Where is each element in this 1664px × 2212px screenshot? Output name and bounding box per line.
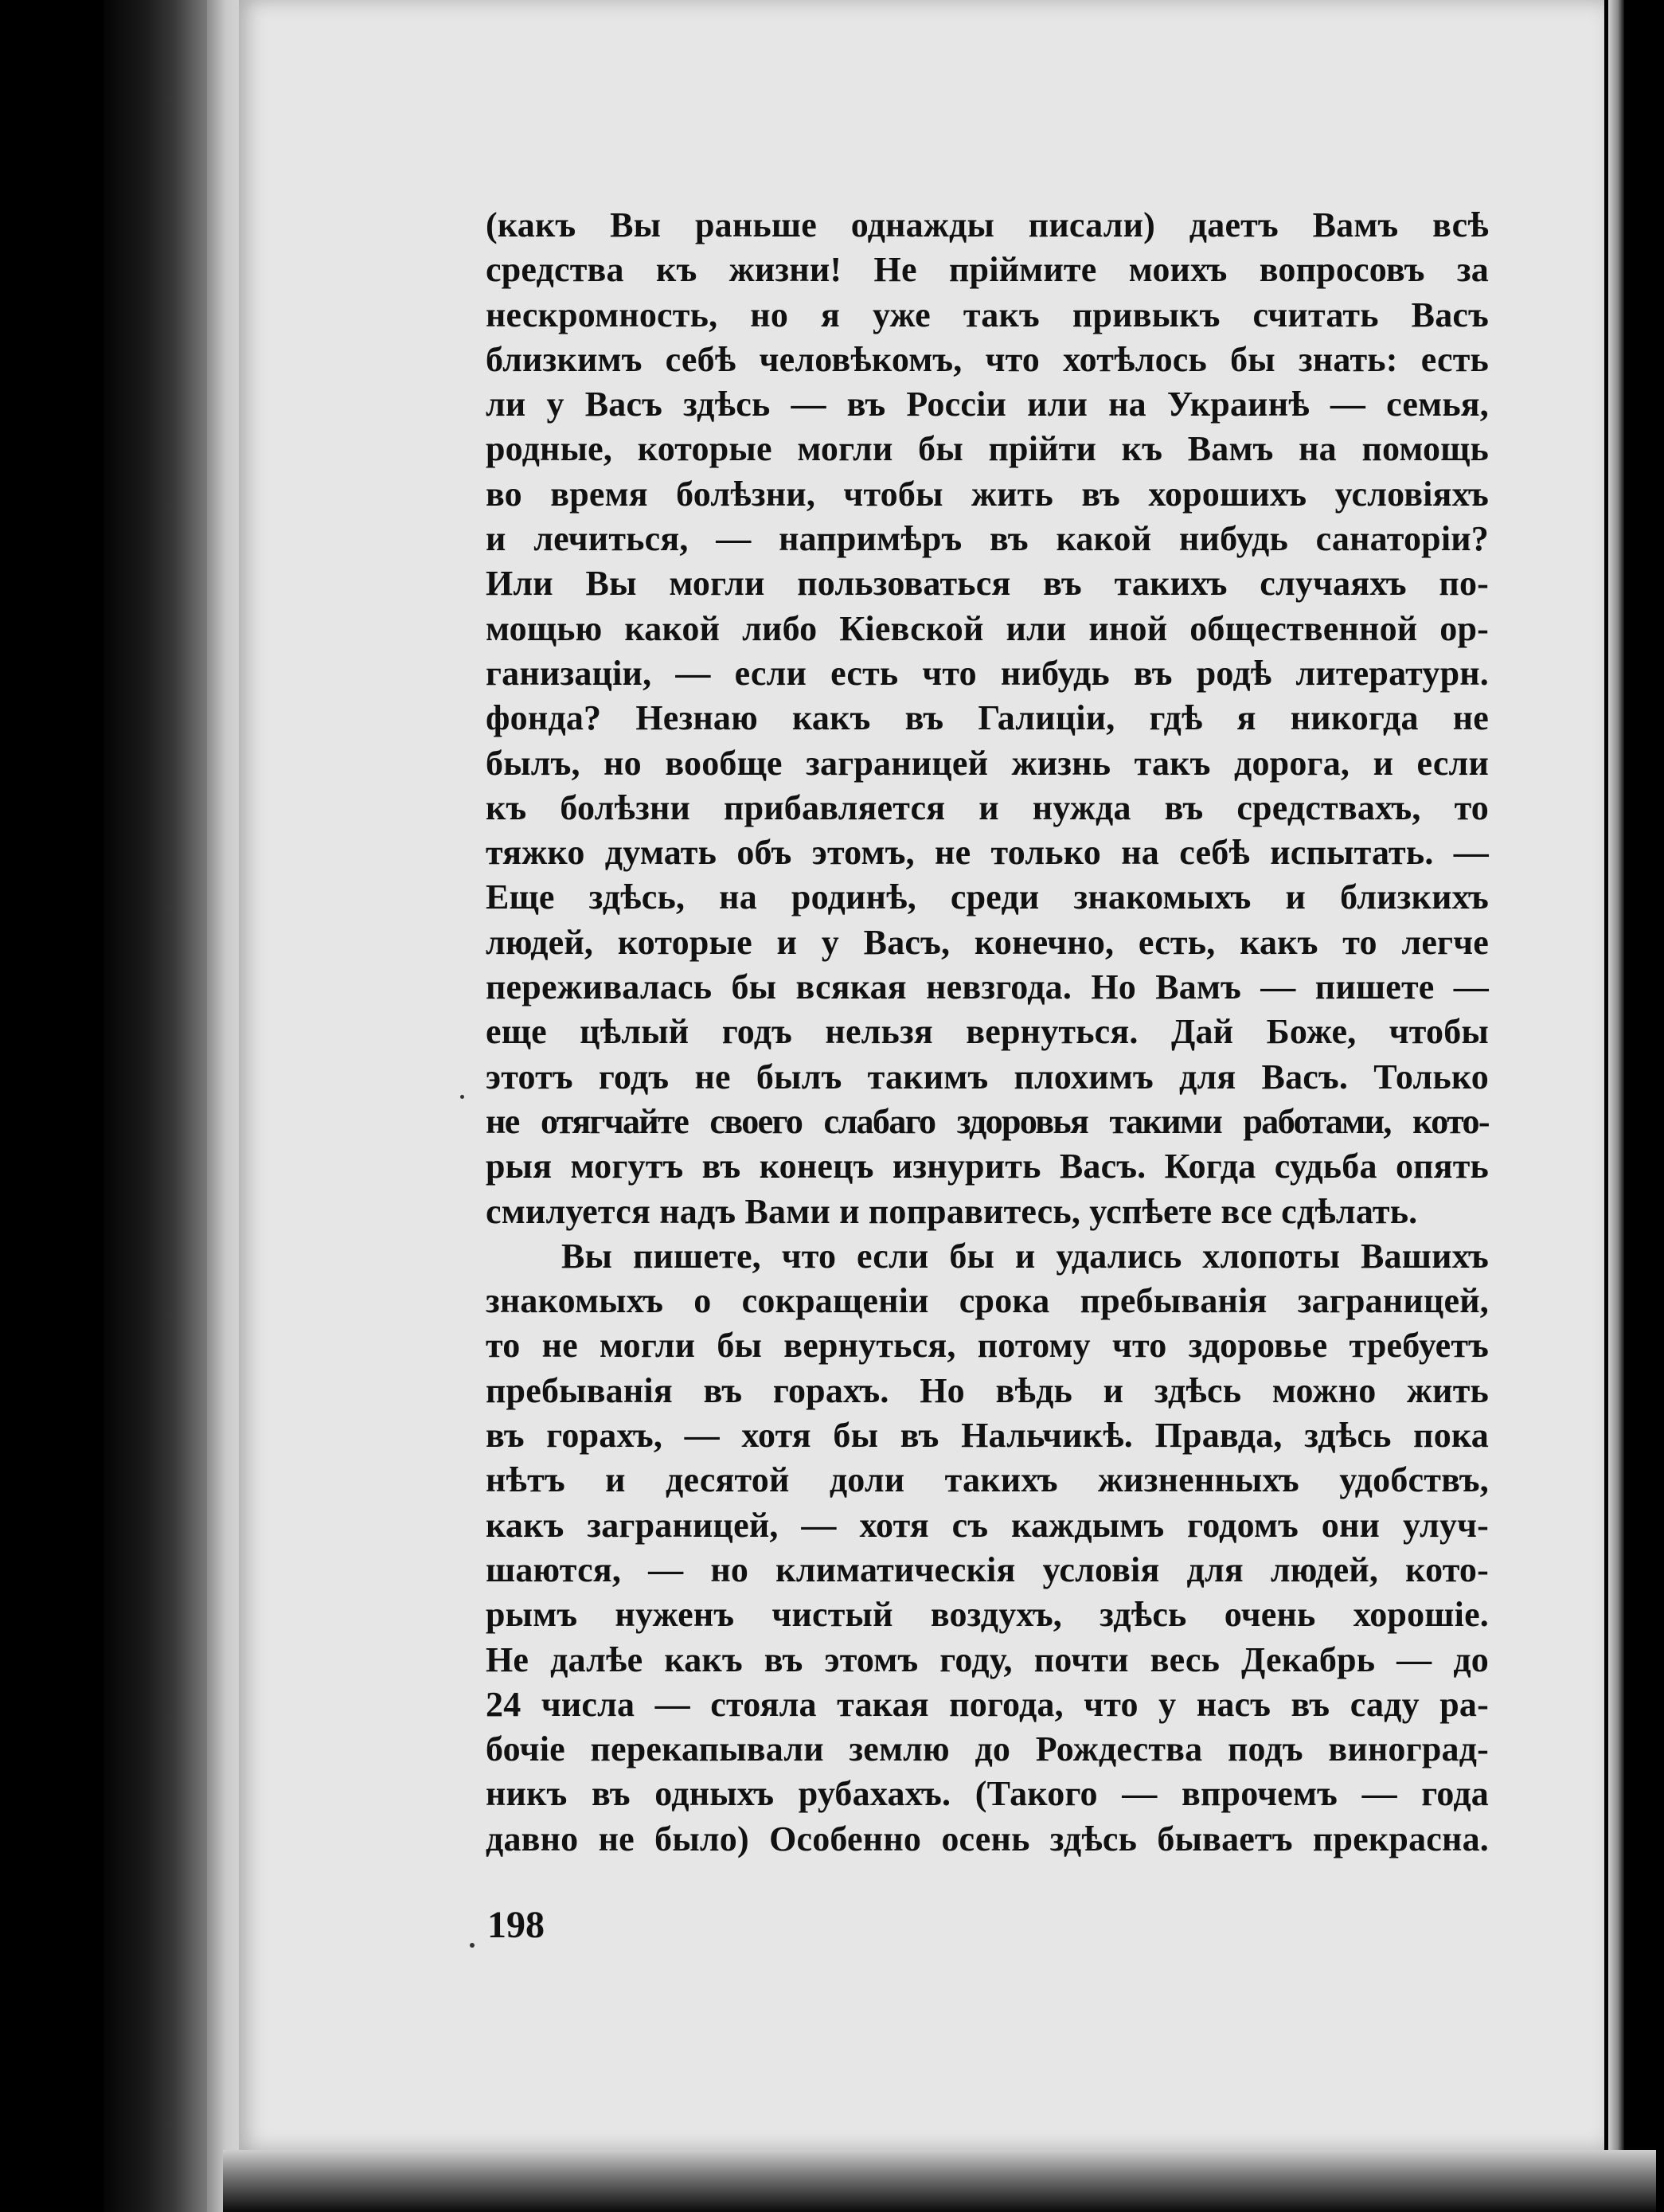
text-line: людей, которые и у Васъ, конечно, есть, какъ то легче <box>486 922 1489 962</box>
text-line: пребыванія въ горахъ. Но вѣдь и здѣсь можно жить <box>486 1370 1489 1410</box>
text-line: (какъ Вы раньше однажды писали) даетъ Вамъ всѣ <box>486 205 1489 244</box>
text-line: къ болѣзни прибавляется и нужда въ средствахъ, то <box>486 787 1489 827</box>
text-line: переживалась бы всякая невзгода. Но Вамъ — пишете — <box>486 967 1489 1007</box>
text-line: давно не было) Особенно осень здѣсь бываетъ прекрасна. <box>486 1819 1489 1858</box>
text-line: ли у Васъ здѣсь — въ Россіи или на Украинѣ — семья, <box>486 385 1489 424</box>
text-line: былъ, но вообще заграницей жизнь такъ дорога, и если <box>486 743 1489 783</box>
text-line: знакомыхъ о сокращеніи срока пребыванія заграницей, <box>486 1281 1489 1321</box>
text-line: и лечиться, — напримѣръ въ какой нибудь санаторіи? <box>486 519 1489 559</box>
text-line: Не далѣе какъ въ этомъ году, почти весь Декабрь — до <box>486 1639 1489 1679</box>
text-line: 24 числа — стояла такая погода, что у насъ въ саду ра- <box>486 1684 1489 1724</box>
text-line: мощью какой либо Кіевской или иной общественной ор- <box>486 608 1489 648</box>
text-line: какъ заграницей, — хотя съ каждымъ годомъ они улуч- <box>486 1505 1489 1545</box>
text-line: родные, которые могли бы прійти къ Вамъ на помощь <box>486 429 1489 469</box>
text-line: еще цѣлый годъ нельзя вернуться. Дай Боже, чтобы <box>486 1012 1489 1052</box>
text-line: Или Вы могли пользоваться въ такихъ случаяхъ по- <box>486 564 1489 604</box>
text-line: нѣтъ и десятой доли такихъ жизненныхъ удобствъ, <box>486 1460 1489 1500</box>
text-line: фонда? Незнаю какъ въ Галиціи, гдѣ я никогда не <box>486 698 1489 738</box>
dust-speck <box>470 1943 475 1948</box>
paragraph-2 <box>486 1234 1489 1862</box>
text-line: никъ въ одныхъ рубахахъ. (Такого — впрочемъ — года <box>486 1774 1489 1814</box>
text-line: тяжко думать объ этомъ, не только на себѣ испытать. — <box>486 833 1489 873</box>
text-line: въ горахъ, — хотя бы въ Нальчикѣ. Правда, здѣсь пока <box>486 1416 1489 1456</box>
text-line: Вы пишете, что если бы и удались хлопоты Вашихъ <box>561 1236 1489 1276</box>
text-line: ганизаціи, — если есть что нибудь въ родѣ литературн. <box>486 653 1489 693</box>
page-edge-right <box>1608 0 1624 2212</box>
page-number: 198 <box>487 1904 545 1946</box>
text-line: то не могли бы вернуться, потому что здоровье требуетъ <box>486 1326 1489 1366</box>
text-line: Еще здѣсь, на родинѣ, среди знакомыхъ и близкихъ <box>486 877 1489 917</box>
dust-speck <box>460 1095 464 1099</box>
text-line: рыя могутъ въ конецъ изнурить Васъ. Когда судьба опять <box>486 1147 1489 1186</box>
text-line: этотъ годъ не былъ такимъ плохимъ для Васъ. Только <box>486 1057 1489 1096</box>
text-line: не отягчайте своего слабаго здоровья такими работами, кото- <box>486 1101 1489 1141</box>
text-line: близкимъ себѣ человѣкомъ, что хотѣлось бы знать: есть <box>486 339 1489 379</box>
text-line: шаются, — но климатическія условія для людей, кото- <box>486 1550 1489 1589</box>
scan-border-bottom <box>223 2150 1656 2212</box>
text-line: рымъ нуженъ чистый воздухъ, здѣсь очень хорошіе. <box>486 1595 1489 1635</box>
text-line: бочіе перекапывали землю до Рождества подъ виноград- <box>486 1729 1489 1769</box>
body-text <box>486 203 1489 1862</box>
text-line: нескромность, но я уже такъ привыкъ считать Васъ <box>486 295 1489 334</box>
text-line: средства къ жизни! Не пріймите моихъ вопросовъ за <box>486 250 1489 290</box>
text-line: смилуется надъ Вами и поправитесь, успѣете все сдѣлать. <box>486 1191 1418 1231</box>
paragraph-1 <box>486 203 1489 1234</box>
book-spine <box>104 0 223 2212</box>
text-line: во время болѣзни, чтобы жить въ хорошихъ условіяхъ <box>486 474 1489 514</box>
